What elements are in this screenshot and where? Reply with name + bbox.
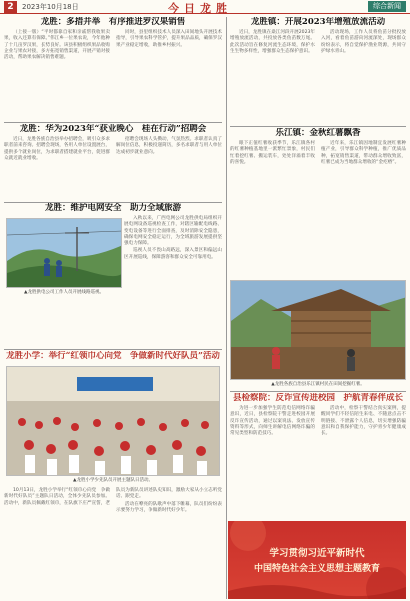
article-luohanguo: [4, 17, 222, 121]
headline: 县检察院：反诈宣传进校园 护航青春伴成长: [232, 393, 403, 403]
theme-education-banner: [228, 521, 406, 599]
banner-line-2: 中国特色社会主义思想主题教育: [253, 564, 380, 574]
article-body: [4, 137, 222, 162]
article-divider: [230, 391, 406, 392]
power-grid-photo-image: [7, 219, 122, 288]
sweet-potato-photo: [230, 280, 406, 380]
headline: 龙胜：华为2023年“获业晚心 桂在行动”招聘会: [19, 124, 207, 134]
sweet-potato-photo-image: [231, 281, 406, 380]
article-young-pioneers-body: [4, 486, 222, 599]
headline: 乐江镇：金秋红薯飘香: [275, 128, 361, 138]
article-fish-release: [230, 17, 406, 125]
article-body: [4, 30, 222, 61]
article-body: [124, 216, 222, 261]
article-sweet-potato: [230, 128, 406, 278]
paragraph: 巡视人员不畏山高路远，深入景区和偏远山区开展巡线，保障游客和群众安全可靠用电。: [124, 248, 222, 260]
article-body: [4, 488, 222, 514]
article-divider: [4, 349, 222, 350]
section-label: 综合新闻: [368, 1, 406, 12]
photo-caption: ▲龙胜供电公司工作人员开展线路巡视。: [24, 290, 104, 295]
power-grid-photo: [6, 218, 122, 288]
paragraph: 近年来，乐江镇因地制宜发展红薯种植产业，引导群众科学种植，推广优质品种，拓宽销售渠道，带动群众增收致富，红薯已成为当地群众增收的“金疙瘩”。: [321, 141, 406, 165]
article-divider: [4, 122, 222, 123]
school-event-photo: [6, 366, 220, 476]
photo-caption: ▲龙胜小学少先队员开展主题队日活动。: [73, 478, 153, 483]
paragraph: （上接一版）“平时都靠自家和亲戚帮我收果卖果，收入还算有保障。”伟江乡一位果农说，今年他种了十几亩罗汉果，长势良好。该县积极组织果品收购企业与果农对接，多方拓宽销售渠道，开展产销对接活动，帮助果农解决销售难题。: [4, 30, 110, 61]
article-body: [230, 141, 406, 167]
paragraph: 活动中，检察干警结合真实案例，提醒同学们不轻信陌生来电、不随意点击不明链接、不泄露个人信息，切实增强防骗意识和自我保护能力，守护青少年健康成长。: [321, 406, 406, 437]
headline: 龙胜镇：开展2023年增殖放流活动: [250, 17, 386, 27]
paragraph: 同时，县里组织技术人员深入田间地头开展技术指导，引导果农科学管护，提升果品品质，确保罗汉果产业稳定增收，助推乡村振兴。: [116, 30, 222, 48]
paragraph: 眼下正值红薯收获季节，乐江镇各村的红薯种植基地里一派繁忙景象，村民们忙着挖红薯、搬运装车，处处洋溢着丰收的喜悦。: [230, 141, 315, 165]
banner-decoration: [228, 521, 406, 599]
paragraph: 10月13日，龙胜小学举行“红领巾心向党 争做新时代好队员”主题队日活动，全体少先队员参加。活动中，新队员佩戴红领巾，在队旗下庄严宣誓，老队员为新队员讲述队史知识，激励大家从小立志听党话、跟党走。: [4, 488, 222, 506]
paragraph: 近日，龙胜各族自治县举办招聘会，吸引众多求职者前来咨询。招聘会现场，各用人单位设置展台，提供多个就业岗位，为求职者搭建就业平台，促进群众就近就业增收。: [4, 137, 110, 161]
article-body: [230, 406, 406, 438]
paragraph: 活动现场，工作人员将鱼苗分批投放入河，看着鱼苗游向河流深处，现场群众纷纷表示，将自觉保护渔业资源，共同守护绿水青山。: [321, 30, 406, 54]
issue-date: 2023年10月18日: [22, 3, 79, 11]
paragraph: 招聘会现场人头攒动，气氛热烈。求职者认真了解岗位信息，积极投递简历，多名求职者与用人单位达成初步就业意向。: [116, 137, 222, 155]
column-divider: [226, 17, 227, 599]
paragraph: 为进一步加强学生防范电信网络诈骗意识，近日，县检察院干警走进校园开展反诈宣传活动，通过以案说法、发放宣传资料等形式，向师生讲解电信网络诈骗的常见类型和防范技巧。: [230, 406, 315, 437]
article-divider: [230, 126, 406, 127]
banner-line-1: 学习贯彻习近平新时代: [269, 548, 365, 559]
masthead: [0, 0, 410, 14]
headline: 龙胜：多措并举 有序推进罗汉果销售: [40, 17, 186, 27]
paragraph: 近日，龙胜镇在桑江河段开展2023年增殖放流活动，共投放各类鱼苗数万尾。此次活动旨在修复河流生态环境，保护水生生物多样性，增强群众生态保护意识。: [230, 30, 316, 54]
headline: 龙胜：维护电网安全 助力全域旅游: [44, 203, 181, 213]
paragraph: 入秋以来，广西电网公司龙胜供电局组织开展电网设备巡视检查工作，对辖区输配电线路、变电设备等进行全面排查，及时消除安全隐患，确保电网安全稳定运行，为全域旅游发展提供坚强电力保障。: [124, 216, 222, 247]
article-job-fair: [4, 124, 222, 202]
page-number: 2: [4, 1, 17, 13]
school-event-photo-image: [7, 367, 220, 476]
paragraph: 活动在嘹亮的队歌声中落下帷幕，队员们纷纷表示要努力学习，争做新时代好少年。: [116, 501, 222, 513]
paper-name: 今日龙胜: [168, 2, 232, 15]
photo-caption: ▲龙胜各族自治县乐江镇村民在田间挖掘红薯。: [271, 382, 365, 387]
headline: 龙胜小学：举行“红领巾心向党 争做新时代好队员”活动: [6, 351, 220, 361]
article-body: [230, 30, 406, 56]
article-anti-fraud: [230, 393, 406, 518]
